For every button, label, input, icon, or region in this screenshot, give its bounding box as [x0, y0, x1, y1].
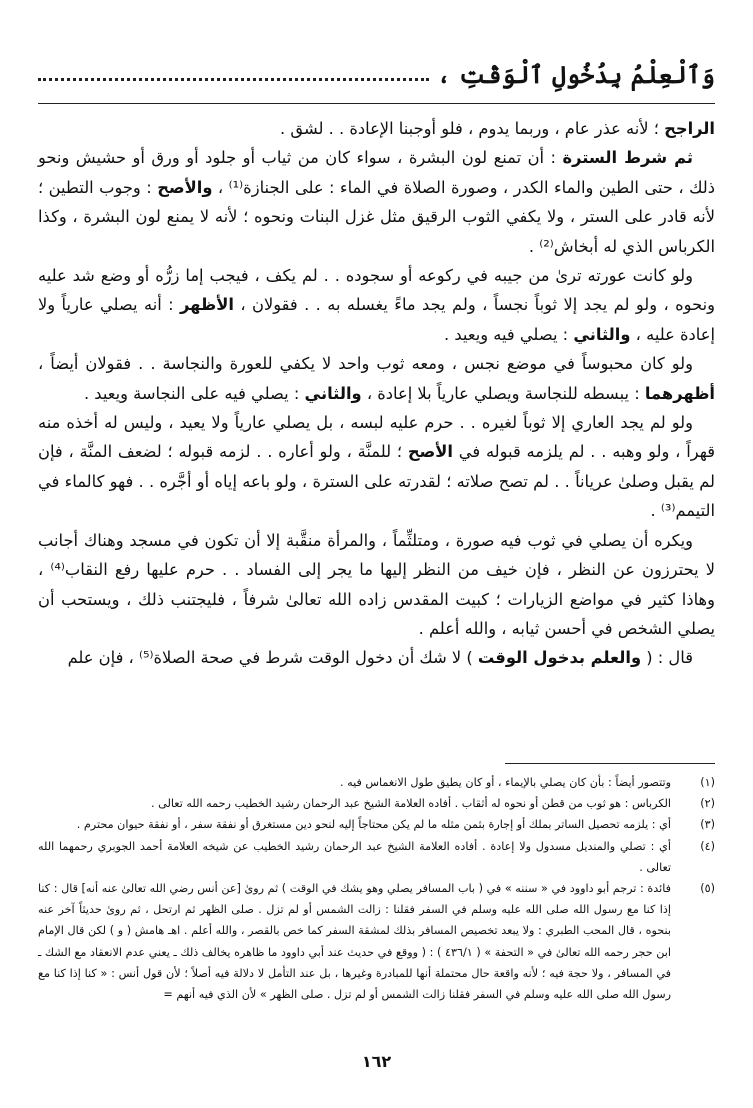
text-run: . — [528, 236, 540, 256]
bold-term: والثاني — [573, 324, 631, 344]
paragraph-2 — [38, 143, 715, 261]
footnote-text: فائدة : ترجم أبو داوود في « سننه » في ( باب المسافر يصلي وهو يشك في الوقت ) ثم روىٰ [عن أنس رضي الله تعالىٰ عنه أنه] قال : كنا إذا كنا مع رسول الله صلى الله عليه وسلم في السفر فقلنا : زالت الشمس أو لم تزل . صلى الظهر ثم ارتحل ، ثم روىٰ حديثاً آخر عنه بنحوه ، قال المحب الطبري : ولا يبعد تخصيص المسافر بذلك لمشقة السفر كما خص بالقصر ، والله أعلم . اهـ هامش ( و ) لكن قال الإمام ابن حجر رحمه الله تعالىٰ في « التحفة » ( ٤٣٦/١ ) : ( ووقع في حديث عند أبي داوود ما ظاهره يخالف ذلك ـ يعني عدم الانعقاد مع الشك ـ في المسافر ، ولا حجة فيه ؛ لأنه واقعة حال محتملة أنها للمبادرة وغيرها ، بل عند التأمل لا دلالة فيه أصلاً ؛ لأن قول أنس : « كنا إذا كنا مع رسول الله صلى الله عليه وسلم في السفر فقلنا زالت الشمس أو لم تزل . صلى الظهر » لأن الذي فيه أنهم = — [38, 882, 671, 1002]
text-run: ؛ لأنه عذر عام ، وربما يدوم ، فلو أوجبنا الإعادة . . لشق . — [280, 119, 665, 138]
footnote-text: وتتصور أيضاً : بأن كان يصلي بالإيماء ، أو كان يطيق طول الانغماس فيه . — [339, 776, 671, 789]
footnotes — [38, 772, 715, 1005]
text-run: ، وهاذا كثير في مواضع الزيارات ؛ كبيت المقدس زاده الله تعالىٰ شرفاً ، فليجتنب ذلك ، ويستحب أن يصلي الشخص في أحسن ثيابه ، والله أعلم . — [38, 560, 715, 638]
paragraph-6 — [38, 526, 715, 644]
running-header — [38, 52, 715, 96]
footnote-ref-1[interactable]: ⁽¹⁾ — [228, 177, 244, 197]
paragraph-7 — [38, 643, 715, 672]
footnote-text: أي : يلزمه تحصيل الساتر بملك أو إجارة بثمن مثله ما لم يكن محتاجاً إليه لنحو دين مستغرق أو نفقة سفر ، أو نفقة حيوان محترم . — [76, 818, 671, 832]
text-run: ولو كان محبوساً في موضع نجس ، ومعه ثوب واحد لا يكفي للعورة والنجاسة . . فقولان أيضاً ، — [38, 354, 693, 374]
text-run: . — [650, 501, 661, 521]
footnote-text: أي : تصلي والمنديل مسدول ولا إعادة . أفاده العلامة الشيخ عبد الرحمان رشيد الخطيب عن شيخه العلامة أحمد الجوبري رحمهما الله تعالى . — [38, 839, 671, 874]
header-rule — [38, 103, 715, 104]
footnote-ref-2[interactable]: ⁽²⁾ — [539, 236, 554, 256]
paragraph-1 — [38, 114, 715, 143]
footnote-number: (١) — [700, 776, 715, 789]
text-run: ، — [212, 177, 229, 197]
text-run: : يبسطه للنجاسة ويصلي عارياً بلا إعادة ، — [361, 383, 645, 403]
bold-term: والأصح — [157, 177, 213, 197]
text-run: قال : ( — [641, 648, 693, 668]
main-text — [38, 114, 715, 673]
footnote-ref-5[interactable]: ⁽⁵⁾ — [138, 648, 154, 668]
paragraph-5 — [38, 408, 715, 526]
bold-term: الأظهر — [180, 295, 234, 315]
text-run: ، فإن علم — [67, 648, 139, 668]
bold-term: والعلم بدخول الوقت — [477, 648, 642, 668]
text-run: ولو لم يجد العاري إلا ثوباً لغيره . . حرم عليه لبسه ، بل يصلي عارياً ولا يعيد ، وليس له أخذه منه قهراً ، ولو وهبه . . لم يلزمه قبوله في — [38, 413, 715, 462]
text-run: : أنه يصلي عارياً ولا إعادة عليه ، — [38, 295, 715, 344]
footnote — [38, 836, 715, 878]
bold-term: الأصح — [407, 442, 453, 462]
footnote-ref-3[interactable]: ⁽³⁾ — [660, 501, 676, 521]
text-run: : وجوب التطين ؛ لأنه قادر على الستر ، ولا يكفي الثوب الرقيق مثل غزل البنات ونحوه ؛ لأنه لا يمنع لون البشرة ، وكذا الكرباس الذي له أبخاش — [38, 177, 715, 256]
footnote-number: (٣) — [700, 818, 715, 832]
text-run: : أن تمنع لون البشرة ، سواء كان من ثياب أو جلود أو ورق أو حشيش ونحو ذلك ، حتى الطين والماء الكدر ، وصورة الصلاة في الماء : على الجنازة — [38, 148, 716, 197]
bold-term: الراجح — [664, 119, 715, 138]
footnote-rule — [505, 763, 715, 764]
footnote-ref-4[interactable]: ⁽⁴⁾ — [50, 560, 65, 580]
text-run: : يصلي فيه على النجاسة ويعيد . — [83, 383, 305, 403]
page-number: ١٦٢ — [361, 1052, 392, 1071]
paragraph-3 — [38, 261, 715, 349]
footnote-number: (٥) — [700, 882, 715, 896]
text-run: ؛ للمنَّة ، ولو أعاره . . لزمه قبوله ؛ لضعف المنَّة ، فإن لم يقبل وصلىٰ عرياناً . . لم تصح صلاته ؛ لقدرته على السترة ، ولو باعه إياه أو أجَّره . . فهو كالماء في التيمم — [38, 442, 715, 521]
footnote-number: (٢) — [700, 797, 715, 811]
footnote — [38, 772, 715, 793]
paragraph-4 — [38, 349, 715, 408]
footnote — [38, 878, 715, 1005]
text-run: ولو كانت عورته ترىٰ من جيبه في ركوعه أو سجوده . . لم يكف ، فيجب إما زرُّه أو وضع شد عليه ونحوه ، ولو لم يجد إلا ثوباً نجساً ، ولم يجد ماءً يغسله به . . فقولان ، — [38, 266, 715, 315]
header-dotted-leader — [38, 78, 429, 81]
bold-term: أظهرهما — [644, 383, 715, 403]
bold-term: والثاني — [304, 383, 362, 403]
text-run: : يصلي فيه ويعيد . — [444, 324, 574, 344]
footnote-number: (٤) — [700, 839, 715, 853]
text-run: ويكره أن يصلي في ثوب فيه صورة ، ومتلثِّماً ، والمرأة منقَّبة إلا أن تكون في مسجد وهناك أجانب لا يحترزون عن النظر ، فإن خيف من النظر إليها ما يجر إلى الفساد . . حرم عليها رفع النقاب — [38, 530, 715, 580]
footnote — [38, 793, 715, 814]
footnote-text: الكرباس : هو ثوب من قطن أو نحوه له أثقاب . أفاده العلامة الشيخ عبد الرحمان رشيد الخطيب رحمه الله تعالى . — [151, 797, 671, 811]
bold-term: ثم شرط السترة — [562, 148, 693, 168]
header-title: وَٱلْعِلْمُ بِدُخُولِ ٱلْوَقْتِ ، — [436, 59, 715, 89]
footnote — [38, 814, 715, 835]
text-run: ) لا شك أن دخول الوقت شرط في صحة الصلاة — [153, 648, 478, 668]
